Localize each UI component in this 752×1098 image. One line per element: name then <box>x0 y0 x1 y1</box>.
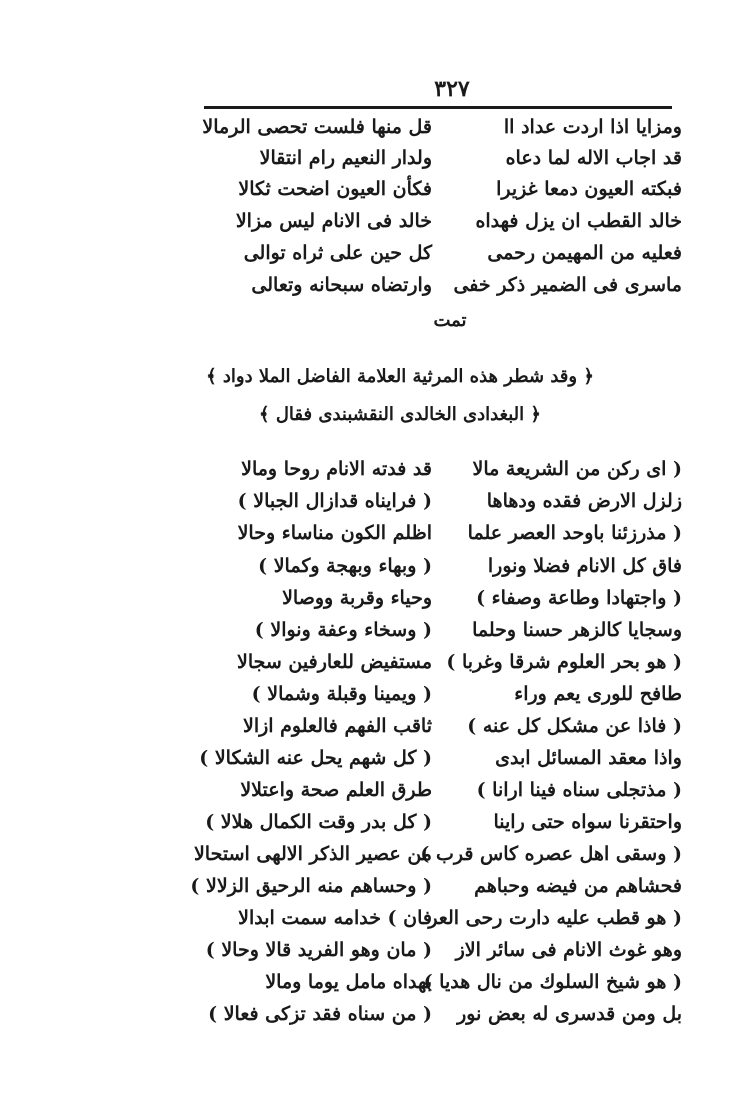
poem2-verse-3-right: ( مذرزئنا باوحد العصر علما <box>467 522 682 544</box>
poem2-verse-13-left: من عصير الذكر الالهى استحالا <box>193 843 432 865</box>
section-heading-line-2: ﴿ البغدادى الخالدى النقشبندى فقال ﴾ <box>259 404 541 425</box>
poem1-verse-6-left: وارتضاه سبحانه وتعالى <box>251 274 432 296</box>
poem2-verse-6-left: ( وسخاء وعفة ونوالا ) <box>254 619 432 641</box>
poem2-verse-8-left: ( ويمينا وقبلة وشمالا ) <box>251 683 432 705</box>
poem1-verse-2-right: قد اجاب الاله لما دعاه <box>505 147 682 169</box>
poem1-verse-4-right: خالد القطب ان يزل فهداه <box>475 210 682 232</box>
poem2-verse-10-left: ( كل شهم يحل عنه الشكالا ) <box>199 747 432 769</box>
header-rule <box>204 106 672 109</box>
poem2-verse-2-left: ( فرايناه قدازال الجبالا ) <box>237 490 432 512</box>
poem2-verse-13-right: ( وسقى اهل عصره كاس قرب ) <box>420 843 682 865</box>
poem2-verse-4-right: فاق كل الانام فضلا ونورا <box>487 555 682 577</box>
poem2-verse-12-left: ( كل بدر وقت الكمال هلالا ) <box>205 811 432 833</box>
poem1-verse-3-left: فكأن العيون اضحت ثكالا <box>238 178 432 200</box>
poem2-verse-17-right: ( هو شيخ السلوك من نال هديا ) <box>423 971 682 993</box>
poem2-verse-17-left: بهداه مامل يوما ومالا <box>265 971 432 993</box>
poem2-verse-12-right: واحتقرنا سواه حتى راينا <box>493 811 682 833</box>
poem2-verse-8-right: طافح للورى يعم وراء <box>514 683 682 705</box>
poem1-verse-5-left: كل حين على ثراه توالى <box>243 242 432 264</box>
poem2-verse-1-left: قد فدته الانام روحا ومالا <box>241 458 432 480</box>
poem2-verse-18-right: بل ومن قدسرى له بعض نور <box>457 1003 682 1025</box>
poem2-verse-15-right: ( هو قطب عليه دارت رحى العر <box>428 907 682 929</box>
poem2-verse-5-left: وحياء وقربة ووصالا <box>282 587 432 609</box>
poem2-verse-11-right: ( مذتجلى سناه فينا ارانا ) <box>476 779 682 801</box>
poem2-verse-9-right: ( فاذا عن مشكل كل عنه ) <box>467 715 682 737</box>
poem2-verse-14-left: ( وحساهم منه الرحيق الزلالا ) <box>190 875 432 897</box>
poem1-verse-3-right: فبكته العيون دمعا غزيرا <box>496 178 682 200</box>
poem1-verse-6-right: ماسرى فى الضمير ذكر خفى <box>453 274 682 296</box>
poem2-verse-14-right: فحشاهم من فيضه وحباهم <box>474 875 682 897</box>
poem2-verse-16-left: ( مان وهو الفريد قالا وحالا ) <box>205 939 432 961</box>
poem2-verse-16-right: وهو غوث الانام فى سائر الاز <box>455 939 682 961</box>
poem2-verse-3-left: اظلم الكون مناساء وحالا <box>237 522 432 544</box>
poem2-verse-9-left: ثاقب الفهم فالعلوم ازالا <box>242 715 432 737</box>
poem1-verse-1-right: ومزايا اذا اردت عداد اا <box>503 116 682 138</box>
page-number: ٣٢٧ <box>434 76 470 102</box>
poem2-verse-7-left: مستفيض للعارفين سجالا <box>236 651 432 673</box>
poem2-verse-4-left: ( وبهاء وبهجة وكمالا ) <box>258 555 432 577</box>
poem2-verse-10-right: واذا معقد المسائل ابدى <box>495 747 682 769</box>
poem2-verse-5-right: ( واجتهادا وطاعة وصفاء ) <box>476 587 682 609</box>
poem2-verse-15-left: فان ) خدامه سمت ابدالا <box>238 907 432 929</box>
poem2-verse-7-right: ( هو بحر العلوم شرقا وغربا ) <box>446 651 682 673</box>
poem2-verse-1-right: ( اى ركن من الشريعة مالا <box>472 458 682 480</box>
poem1-verse-5-right: فعليه من المهيمن رحمى <box>487 242 682 264</box>
poem1-verse-1-left: قل منها فلست تحصى الرمالا <box>202 116 432 138</box>
poem2-verse-2-right: زلزل الارض فقده ودهاها <box>486 490 682 512</box>
poem1-verse-2-left: ولدار النعيم رام انتقالا <box>259 147 432 169</box>
poem1-verse-4-left: خالد فى الانام ليس مزالا <box>235 210 432 232</box>
poem2-verse-6-right: وسجايا كالزهر حسنا وحلما <box>472 619 682 641</box>
section-heading-line-1: ﴿ وقد شطر هذه المرثية العلامة الفاضل الملا دواد ﴾ <box>206 366 594 387</box>
end-mark: تمت <box>433 310 467 331</box>
poem2-verse-18-left: ( من سناه فقد تزكى فعالا ) <box>208 1003 432 1025</box>
poem2-verse-11-left: طرق العلم صحة واعتلالا <box>240 779 432 801</box>
